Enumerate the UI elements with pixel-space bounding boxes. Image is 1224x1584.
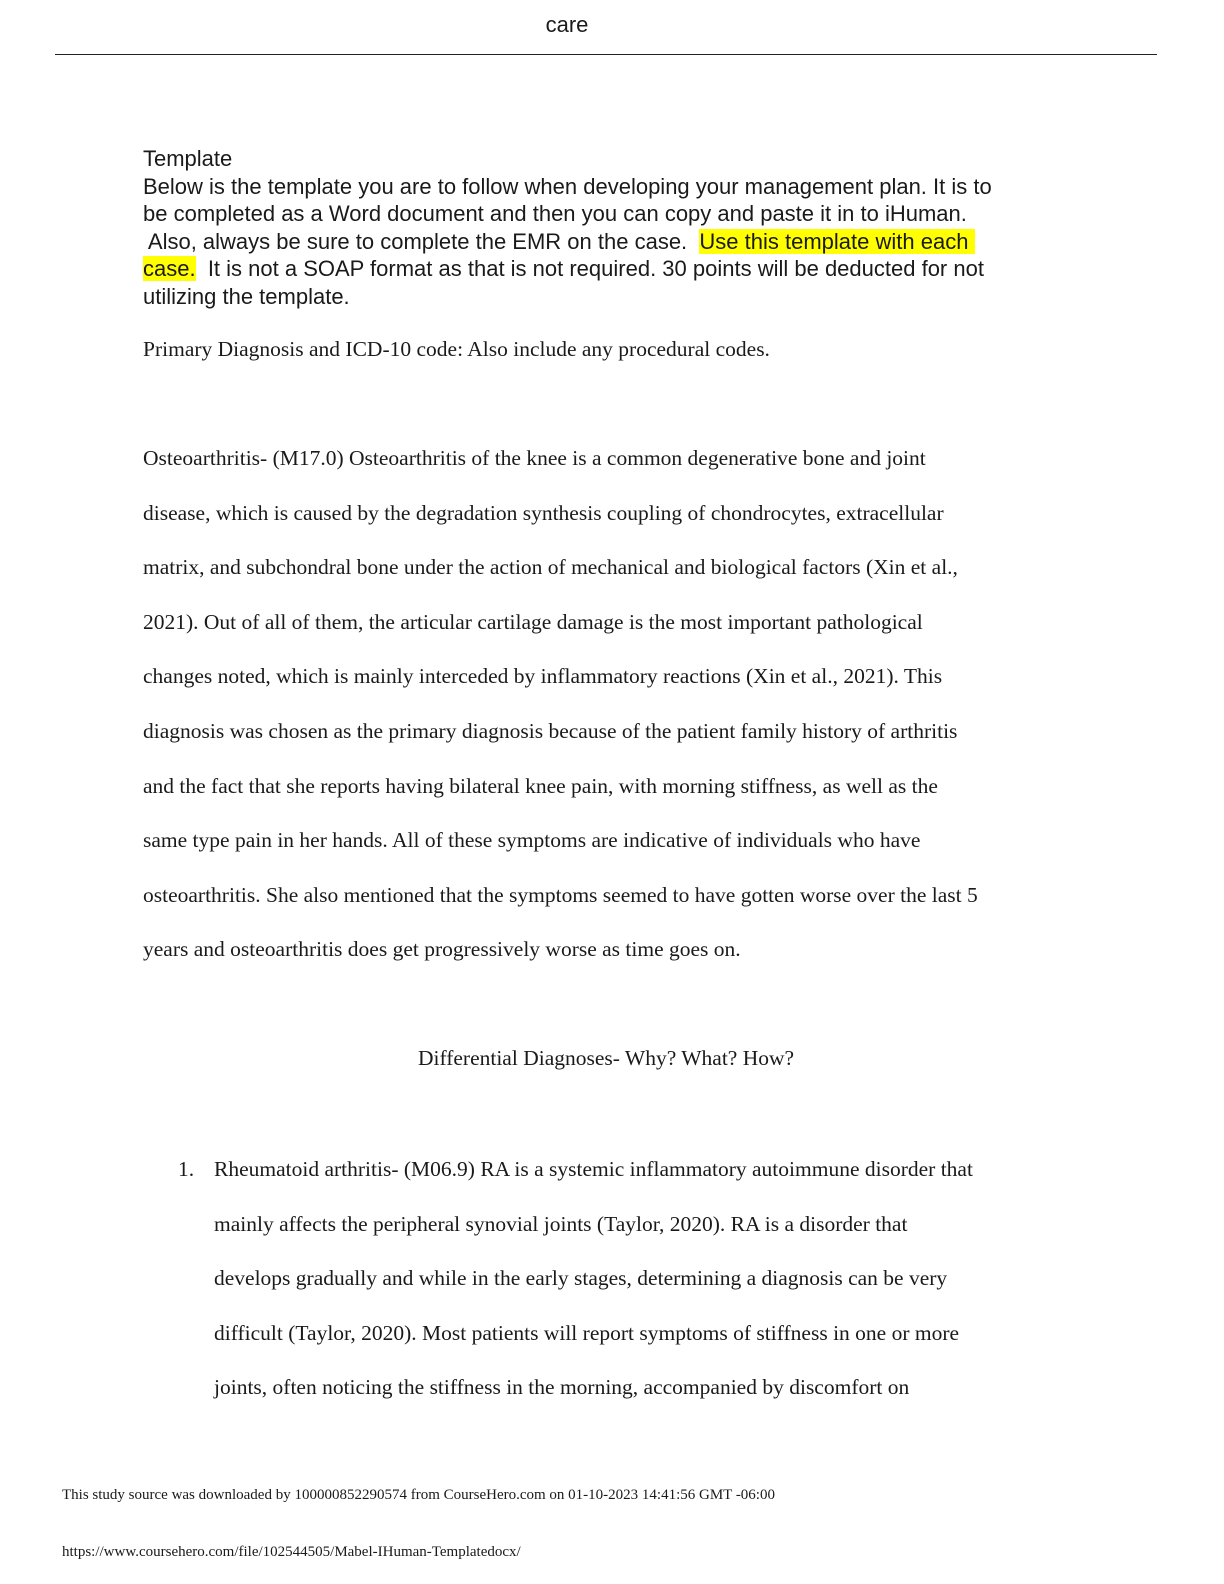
differential-heading: Differential Diagnoses- Why? What? How? <box>417 1046 795 1070</box>
list-item-line: mainly affects the peripheral synovial joints (Taylor, 2020). RA is a disorder that <box>214 1211 908 1236</box>
template-heading: Template <box>143 146 233 171</box>
template-line <box>143 228 1083 256</box>
paragraph-line: matrix, and subchondral bone under the action of mechanical and biological factors (Xin et al., <box>143 555 958 580</box>
paragraph-line: same type pain in her hands. All of these symptoms are indicative of individuals who have <box>143 828 921 853</box>
template-line: be completed as a Word document and then you can copy and paste it in to iHuman. <box>143 201 967 226</box>
list-item <box>214 1155 1114 1428</box>
primary-diagnosis-label: Primary Diagnosis and ICD-10 code: Also include any procedural codes. <box>143 337 770 361</box>
paragraph-line: osteoarthritis. She also mentioned that the symptoms seemed to have gotten worse over the last 5 <box>143 882 978 907</box>
template-line <box>143 255 1083 283</box>
paragraph-line: changes noted, which is mainly interceded by inflammatory reactions (Xin et al., 2021). This <box>143 664 943 689</box>
template-line: utilizing the template. <box>143 283 350 309</box>
paragraph-line: Osteoarthritis- (M17.0) Osteoarthritis of the knee is a common degenerative bone and joint <box>143 446 926 470</box>
paragraph-line: years and osteoarthritis does get progressively worse as time goes on. <box>143 937 741 962</box>
header-rule <box>55 54 1157 55</box>
list-item-line: joints, often noticing the stiffness in the morning, accompanied by discomfort on <box>214 1375 910 1399</box>
list-item-line: difficult (Taylor, 2020). Most patients will report symptoms of stiffness in one or more <box>214 1320 960 1345</box>
template-highlight: Use this template with each <box>699 228 975 254</box>
paragraph-line: 2021). Out of all of them, the articular cartilage damage is the most important pathological <box>143 609 923 634</box>
footer-source-url[interactable]: https://www.coursehero.com/file/102544505/Mabel-IHuman-Templatedocx/ <box>62 1544 521 1560</box>
paragraph-line: disease, which is caused by the degradation synthesis coupling of chondrocytes, extracellular <box>143 500 944 525</box>
page-header-title: care <box>545 12 589 37</box>
template-section <box>143 145 1083 310</box>
template-line-text: Also, always be sure to complete the EMR on the case. <box>143 228 700 254</box>
list-item-number: 1. <box>178 1157 195 1181</box>
footer-download-notice: This study source was downloaded by 100000852290574 from CourseHero.com on 01-10-2023 14:41:56 GMT -06:00 <box>62 1487 775 1503</box>
template-line: Below is the template you are to follow when developing your management plan. It is to <box>143 173 992 199</box>
template-line-text: It is not a SOAP format as that is not required. 30 points will be deducted for not <box>195 256 984 281</box>
list-item-line: Rheumatoid arthritis- (M06.9) RA is a systemic inflammatory autoimmune disorder that <box>214 1157 973 1181</box>
list-item-line: develops gradually and while in the early stages, determining a diagnosis can be very <box>214 1266 948 1290</box>
primary-diagnosis-body <box>143 444 1103 990</box>
paragraph-line: and the fact that she reports having bilateral knee pain, with morning stiffness, as well as the <box>143 773 938 798</box>
template-highlight: case. <box>143 256 196 281</box>
paragraph-line: diagnosis was chosen as the primary diagnosis because of the patient family history of arthritis <box>143 718 958 743</box>
